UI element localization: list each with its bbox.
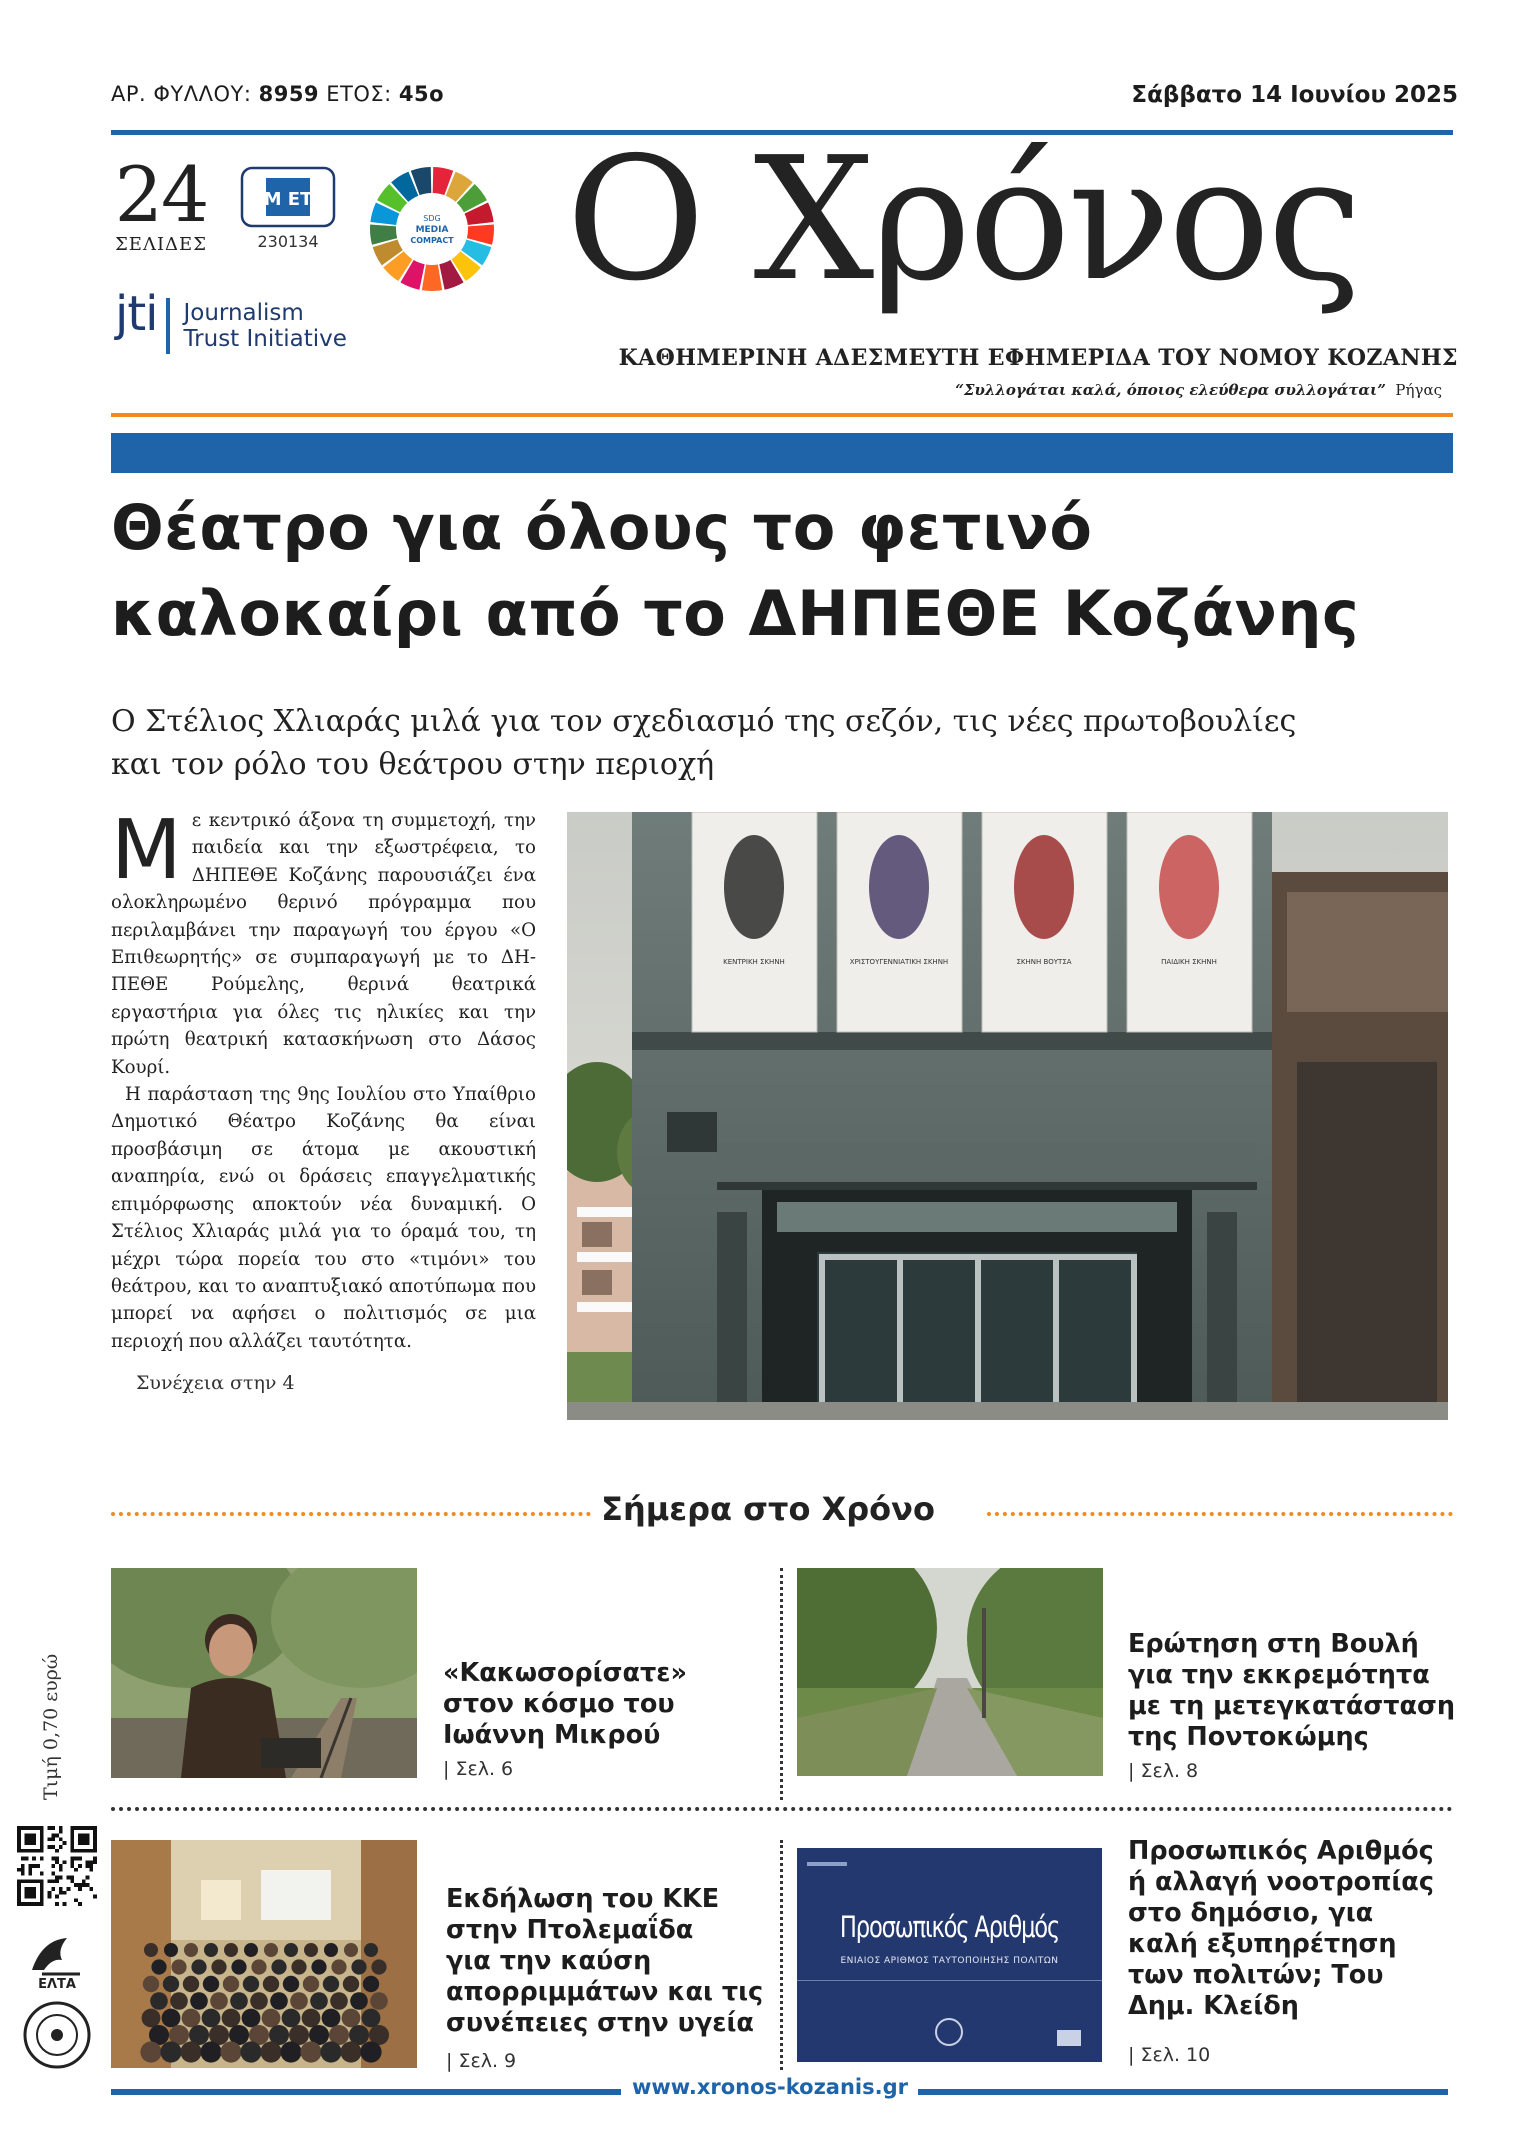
qr-cell [17,1879,21,1906]
sdg-segment [422,265,442,291]
audience-head [282,2009,301,2028]
jti-text [184,300,347,352]
theatre-banner [982,812,1107,1032]
audience-head [320,2041,341,2062]
qr-cell [32,1856,36,1860]
story-3-title[interactable] [446,1884,763,2039]
audience-head [323,1976,339,1992]
qr-cell [40,1856,44,1860]
banner-label: ΧΡΙΣΤΟΥΓΕΝΝΙΑΤΙΚΗ ΣΚΗΝΗ [849,958,949,966]
story-2-line-2: για την εκκρεμότητα [1128,1660,1430,1690]
qr-cell [25,1834,36,1845]
audience-head [182,2009,201,2028]
issue-number-label: ΑΡ. ΦΥΛΛΟΥ: [111,82,252,106]
orange-rule [111,413,1453,417]
audience-head [271,1959,286,1974]
audience-head [370,1992,388,2010]
issue-number: 8959 [258,82,320,106]
issue-year: 45ο [398,82,445,106]
qr-cell [59,1826,63,1830]
audience-head [140,2041,161,2062]
audience-head [310,1992,328,2010]
sdg-text-3: COMPACT [410,236,454,245]
story-divider-horizontal [111,1807,1453,1811]
audience-head [363,1976,379,1992]
story-3-photo [111,1840,417,2068]
theatre-banner [1127,812,1252,1032]
qr-cell [47,1826,51,1830]
qr-cell [51,1834,55,1838]
qr-cell [70,1856,74,1860]
qr-cell [89,1887,93,1891]
subhead-line-1: Ο Στέλιος Χλιαράς μιλά για τον σχεδιασμό της σεζόν, τις νέες πρωτοβουλίες [111,704,1297,739]
qr-cell [70,1879,74,1883]
story-2-page: | Σελ. 8 [1128,1760,1199,1782]
issue-year-label: ΕΤΟΣ: [326,82,392,106]
qr-cell [93,1860,97,1864]
audience-head [230,1992,248,2010]
quote-author: Ρήγας [1395,381,1442,399]
audience-head [162,2009,181,2028]
story-4-line-2: ή αλλαγή νοοτροπίας [1128,1867,1434,1897]
story-1-title[interactable] [443,1658,687,1751]
audience-head [343,1976,359,1992]
audience-head [360,2041,381,2062]
qr-cell [59,1876,63,1880]
qr-cell [78,1902,82,1906]
audience-head [220,2041,241,2062]
qr-cell [55,1876,59,1880]
qr-cell [86,1864,90,1868]
audience-head [170,1992,188,2010]
audience-head [142,2009,161,2028]
story-4-title[interactable] [1128,1836,1434,2022]
story-4-line-1: Προσωπικός Αριθμός [1128,1836,1434,1866]
qr-cell [63,1891,67,1895]
qr-cell [89,1864,93,1868]
story-2-line-3: με τη μετεγκατάσταση [1128,1691,1456,1721]
qr-cell [59,1830,63,1834]
audience-head [322,2009,341,2028]
audience-head [290,1992,308,2010]
audience-head [222,2009,241,2028]
qr-cell [70,1849,97,1853]
qr-cell [17,1826,44,1830]
paragraph-1-text: ε κεντρικό άξονα τη συμμετοχή, την παιδεία και την εξωστρέφεια, το ΔΗΠΕΘΕ Κοζάνης παρουσιάζει ένα ολοκληρωμένο θερινό πρόγραμμα που περιλαμβάνει την παραγωγή του έργου «Ο Επιθεωρητής» σε συμπαραγωγή με το ΔΗ-ΠΕΘΕ Ρούμελης, θερινά θεατρικά εργαστήρια για όλες τις ηλικίες και την πρώτη θεατρική κατασκήνωση στο Δάσος Κουρί. [111,810,536,1078]
audience-head [251,1959,266,1974]
story-3-page-label: Σελ. 9 [458,2050,517,2072]
cover-card-subtitle: ΕΝΙΑΙΟΣ ΑΡΙΘΜΟΣ ΤΑΥΤΟΠΟΙΗΣΗΣ ΠΟΛΙΤΩΝ [840,1956,1059,1966]
qr-cell [21,1872,25,1876]
qr-cell [70,1876,74,1880]
story-1-line-2: στον κόσμο του [443,1689,675,1719]
audience-head [143,1976,159,1992]
audience-head [164,1943,178,1957]
story-4-page-label: Σελ. 10 [1140,2044,1211,2066]
issue-date: Σάββατο 14 Ιουνίου 2025 [1131,82,1458,108]
story-2-line-4: της Ποντοκώμης [1128,1722,1369,1752]
qr-cell [59,1891,63,1895]
story-divider-vertical [780,1568,783,1800]
postal-seal-icon [22,2000,92,2070]
qr-cell [51,1826,55,1830]
banner-label: ΚΕΝΤΡΙΚΗ ΣΚΗΝΗ [723,958,785,966]
audience-head [244,1943,258,1957]
cover-card-badge [1057,2030,1081,2046]
story-divider-vertical-2 [780,1840,783,2070]
banner-label: ΠΑΙΔΙΚΗ ΣΚΗΝΗ [1161,958,1217,966]
story-2-page-label: Σελ. 8 [1140,1760,1199,1782]
qr-cell [51,1887,55,1891]
pages-count: 24 [114,150,208,239]
qr-cell [74,1868,78,1872]
qr-code-icon[interactable] [17,1826,97,1906]
story-1-line-1: «Κακωσορίσατε» [443,1658,687,1688]
audience-head [351,1959,366,1974]
qr-cell [89,1868,93,1872]
article-paragraph-1 [111,803,536,1081]
story-3-page: | Σελ. 9 [446,2050,517,2072]
audience-head [264,1943,278,1957]
audience-head [231,1959,246,1974]
sdg-media-compact-logo [367,164,497,294]
qr-cell [70,1826,74,1853]
story-3-line-3: για την καύση [446,1946,652,1976]
qr-cell [25,1856,29,1860]
audience-head [202,2009,221,2028]
audience-head [262,2009,281,2028]
qr-cell [55,1834,59,1838]
qr-cell [36,1864,40,1868]
qr-cell [51,1872,55,1876]
met-logo [240,164,336,230]
qr-cell [28,1872,32,1876]
audience-head [331,1959,346,1974]
audience-head [183,1976,199,1992]
audience-head [371,1959,386,1974]
cover-card-seal [935,2018,963,2046]
story-3-line-4: απορριμμάτων και τις [446,1977,764,2007]
audience-head [204,1943,218,1957]
audience-head [302,2009,321,2028]
qr-cell [21,1856,25,1860]
jti-line-2: Trust Initiative [183,325,347,352]
qr-cell [51,1845,55,1849]
theatre-banner [692,812,817,1032]
audience-head [210,1992,228,2010]
jti-line-1: Journalism [183,299,304,326]
headline-line-1: Θέατρο για όλους το φετινό [111,491,1093,564]
story-4-page: | Σελ. 10 [1128,2044,1211,2066]
qr-cell [40,1872,44,1876]
qr-cell [51,1864,55,1868]
jti-mark: jti [115,286,158,342]
subhead-line-2: και τον ρόλο του θεάτρου στην περιοχή [111,747,715,782]
masthead-quote [955,381,1442,399]
qr-cell [74,1856,78,1860]
qr-cell [89,1860,93,1864]
qr-cell [63,1841,67,1845]
qr-cell [74,1883,78,1887]
sdg-text-2: MEDIA [415,225,449,235]
met-code: 230134 [257,232,319,251]
lead-subhead [111,700,1451,786]
story-1-page-label: Σελ. 6 [455,1758,514,1780]
qr-cell [63,1902,67,1906]
svg-text:ΕΛΤΑ: ΕΛΤΑ [38,1977,76,1990]
sdg-text-1: SDG [423,214,441,223]
qr-cell [67,1887,71,1891]
story-2-photo [797,1568,1103,1776]
lead-article-body [111,803,536,1355]
audience-head [151,1959,166,1974]
qr-cell [59,1845,63,1849]
qr-cell [67,1876,71,1880]
pages-label: ΣΕΛΙΔΕΣ [115,234,207,255]
qr-cell [32,1864,36,1868]
qr-cell [51,1837,55,1841]
lead-photo-theatre [567,812,1448,1420]
qr-cell [86,1876,90,1880]
banner-label: ΣΚΗΝΗ ΒΟΥΤΣΑ [1016,958,1072,966]
qr-cell [40,1826,44,1853]
audience-head [211,1959,226,1974]
audience-head [350,1992,368,2010]
audience-head [184,1943,198,1957]
qr-cell [59,1864,63,1868]
audience-head [200,2041,221,2062]
audience-head [150,1992,168,2010]
jti-divider [166,298,170,354]
qr-cell [55,1879,59,1883]
qr-cell [78,1864,82,1868]
audience-head [344,1943,358,1957]
audience-head [260,2041,281,2062]
story-4-line-4: καλή εξυπηρέτηση [1128,1929,1397,1959]
audience-head [283,1976,299,1992]
qr-cell [28,1864,32,1868]
qr-cell [51,1879,55,1883]
qr-cell [70,1826,97,1830]
continued-link[interactable]: Συνέχεια στην 4 [136,1372,295,1394]
audience-head [242,2009,261,2028]
audience-head [284,1943,298,1957]
qr-cell [51,1856,55,1860]
qr-cell [82,1879,86,1883]
qr-cell [40,1879,44,1906]
audience-head [240,2041,261,2062]
issue-info [111,82,444,106]
qr-cell [70,1860,74,1864]
audience-head [304,1943,318,1957]
cover-card-rule [797,1980,1102,1981]
qr-cell [17,1849,44,1853]
story-4-cover-card [797,1848,1102,2062]
qr-cell [28,1868,32,1872]
masthead-subtitle: ΚΑΘΗΜΕΡΙΝΗ ΑΔΕΣΜΕΥΤΗ ΕΦΗΜΕΡΙΔΑ ΤΟΥ ΝΟΜΟΥ ΚΟΖΑΝΗΣ [618,345,1458,371]
audience-head [303,1976,319,1992]
qr-cell [21,1868,25,1872]
price-label [40,1620,70,1800]
story-4-line-5: των πολιτών; Του [1128,1960,1384,1990]
masthead-title: Ο Χρόνος [566,121,1360,319]
story-1-page: | Σελ. 6 [443,1758,514,1780]
story-4-line-6: Δημ. Κλείδη [1128,1991,1299,2021]
audience-head [160,2041,181,2062]
qr-cell [59,1868,63,1872]
qr-cell [78,1883,82,1887]
audience-head [280,2041,301,2062]
qr-cell [47,1837,51,1841]
footer-rule-left [111,2089,621,2095]
qr-cell [63,1860,67,1864]
story-2-line-1: Ερώτηση στη Βουλή [1128,1629,1419,1659]
qr-cell [17,1902,44,1906]
qr-cell [47,1879,51,1883]
qr-cell [78,1887,82,1891]
jti-logo [115,286,347,356]
qr-cell [17,1826,21,1853]
story-3-line-2: στην Πτολεμαΐδα [446,1915,694,1945]
story-1-line-3: Ιωάννη Μικρού [443,1720,661,1750]
audience-head [324,1943,338,1957]
audience-head [243,1976,259,1992]
story-3-line-5: συνέπειες στην υγεία [446,2008,754,2038]
headline-line-2: καλοκαίρι από το ΔΗΠΕΘΕ Κοζάνης [111,577,1360,650]
audience-head [190,1992,208,2010]
qr-cell [86,1883,90,1887]
story-2-title[interactable] [1128,1629,1455,1753]
audience-head [340,2041,361,2062]
qr-cell [17,1868,21,1872]
website-link[interactable]: www.xronos-kozanis.gr [632,2075,908,2099]
story-4-line-3: στο δημόσιο, για [1128,1898,1374,1928]
audience-head [250,1992,268,2010]
qr-cell [86,1860,90,1864]
audience-head [300,2041,321,2062]
footer-rule-right [918,2089,1448,2095]
qr-cell [55,1849,59,1853]
audience-head [203,1976,219,1992]
audience-head [311,1959,326,1974]
audience-head [291,1959,306,1974]
audience-head [224,1943,238,1957]
section-dots-right [987,1512,1453,1516]
story-1-photo [111,1568,417,1778]
blue-band [111,433,1453,473]
theatre-banner [837,812,962,1032]
cover-card-mark [807,1862,847,1866]
qr-cell [55,1856,59,1860]
qr-cell [59,1887,63,1891]
qr-cell [55,1895,59,1899]
elta-logo-icon [22,1930,92,1990]
section-title: Σήμερα στο Χρόνο [601,1490,935,1528]
audience-head [171,1959,186,1974]
qr-cell [55,1902,59,1906]
qr-cell [59,1837,63,1841]
article-paragraph-2: Η παράσταση της 9ης Ιουλίου στο Υπαίθριο Δημοτικό Θέατρο Κοζάνης θα είναι προσβάσιμη σε άτομα με ακουστική αναπηρία, ενώ οι δράσεις επαγγελματικής επιμόρφωσης αποκτούν νέα δυναμική. Ο Στέλιος Χλιαράς μιλά για το όραμά του, τη μέχρι τώρα πορεία του στο «τιμόνι» του θεάτρου, και το αναπτυξιακό αποτύπωμα που μπορεί να αφήσει ο πολιτισμός σε μια περιοχή που αλλάζει ταυτότητα. [111,1084,536,1352]
audience-head [342,2009,361,2028]
audience-head [330,1992,348,2010]
audience-head [364,1943,378,1957]
qr-cell [55,1860,59,1864]
audience-head [144,1943,158,1957]
price-text: Τιμή 0,70 ευρώ [40,1653,62,1800]
audience-head [270,1992,288,2010]
story-3-line-1: Εκδήλωση του ΚΚΕ [446,1884,720,1914]
qr-cell [25,1887,36,1898]
qr-cell [47,1891,51,1895]
qr-cell [78,1856,82,1860]
quote-text: “Συλλογάται καλά, όποιος ελεύθερα συλλογάται” [955,381,1386,399]
audience-head [163,1976,179,1992]
qr-cell [78,1834,89,1845]
qr-cell [47,1845,51,1849]
qr-cell [82,1883,86,1887]
lead-headline [111,485,1451,657]
drop-cap: Μ [111,803,182,898]
audience-head [191,1959,206,1974]
qr-cell [93,1856,97,1860]
cover-card-title: Προσωπικός Αριθμός [839,1910,1060,1944]
qr-cell [47,1895,51,1899]
audience-head [263,1976,279,1992]
qr-cell [21,1864,25,1868]
audience-head [362,2009,381,2028]
audience-head [180,2041,201,2062]
met-letters: Μ ΕΤ [263,189,313,210]
qr-cell [17,1879,44,1883]
qr-cell [74,1898,78,1902]
qr-cell [93,1826,97,1853]
qr-cell [93,1895,97,1899]
audience-head [223,1976,239,1992]
qr-cell [70,1864,74,1868]
